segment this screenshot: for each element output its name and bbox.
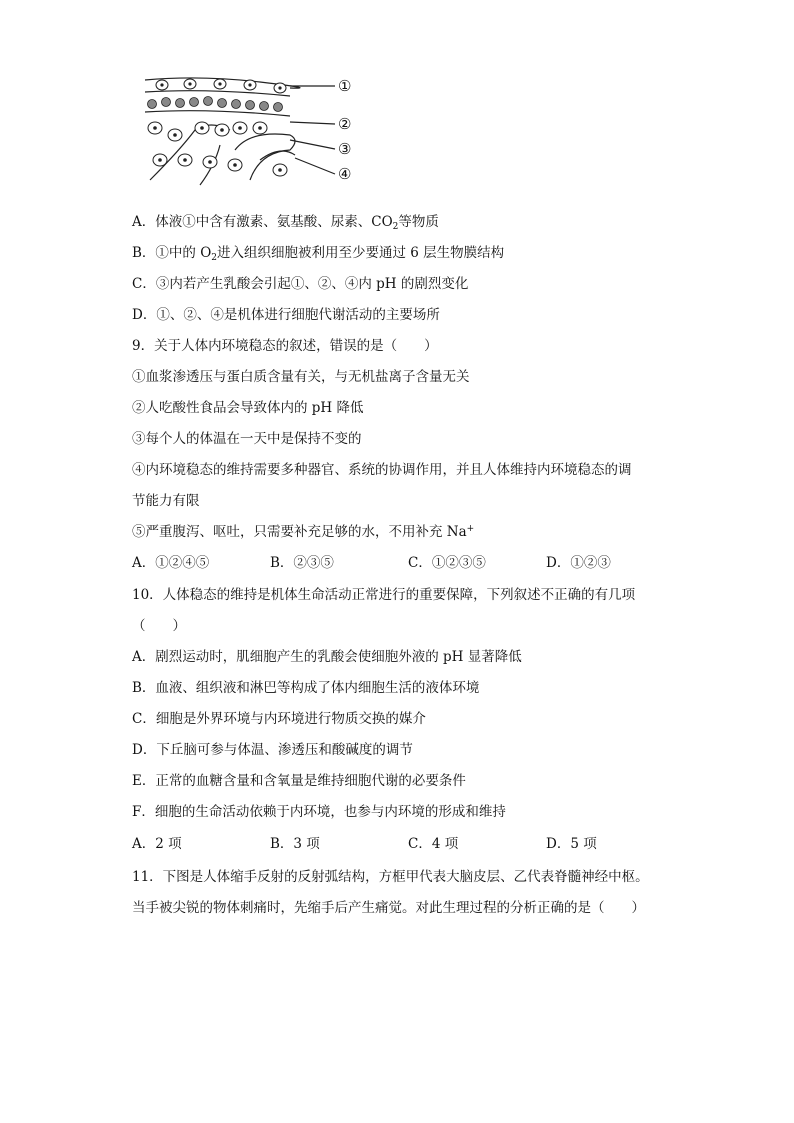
- q11-stem-cont: 当手被尖锐的物体刺痛时，先缩手后产生痛觉。对此生理过程的分析正确的是（ ）: [132, 900, 645, 916]
- diagram-label-2: ②: [338, 115, 352, 133]
- q10-stem-paren: （ ）: [132, 618, 186, 634]
- diagram-label-3: ③: [338, 140, 352, 158]
- q10-choice-c: C．4 项: [408, 836, 459, 852]
- diagram-label-4: ④: [338, 165, 352, 183]
- q10-option-a: A．剧烈运动时，肌细胞产生的乳酸会使细胞外液的 pH 显著降低: [132, 649, 522, 665]
- q9-choice-b: B．②③⑤: [270, 555, 334, 571]
- q9-stem: 9．关于人体内环境稳态的叙述，错误的是（ ）: [132, 338, 438, 354]
- q9-options: [132, 554, 692, 572]
- q10-stem: 10．人体稳态的维持是机体生命活动正常进行的重要保障，下列叙述不正确的有几项: [132, 587, 636, 603]
- diagram-label-1: ①: [338, 77, 352, 95]
- q8-option-c: C．③内若产生乳酸会引起①、②、④内 pH 的剧烈变化: [132, 276, 469, 292]
- q10-option-c: C．细胞是外界环境与内环境进行物质交换的媒介: [132, 711, 426, 727]
- q10-options: [132, 835, 692, 853]
- q9-choice-d: D．①②③: [546, 555, 611, 571]
- q10-choice-d: D．5 项: [546, 836, 597, 852]
- q10-option-e: E．正常的血糖含量和含氧量是维持细胞代谢的必要条件: [132, 773, 466, 789]
- q8-option-b: B．①中的 $O_2$进入组织细胞被利用至少要通过 6 层生物膜结构: [132, 245, 505, 263]
- q9-statement-4-cont: 节能力有限: [132, 493, 200, 509]
- q10-option-f: F．细胞的生命活动依赖于内环境，也参与内环境的形成和维持: [132, 804, 506, 820]
- q9-choice-c: C．①②③⑤: [408, 555, 486, 571]
- q8-option-a: A．体液①中含有激素、氨基酸、尿素、$CO_2$等物质: [132, 214, 439, 232]
- q10-option-d: D．下丘脑可参与体温、渗透压和酸碱度的调节: [132, 742, 413, 758]
- q9-statement-4: ④内环境稳态的维持需要多种器官、系统的协调作用，并且人体维持内环境稳态的调: [132, 462, 632, 478]
- q8-option-d: D．①、②、④是机体进行细胞代谢活动的主要场所: [132, 307, 440, 323]
- q10-choice-b: B．3 项: [270, 836, 320, 852]
- q10-option-b: B．血液、组织液和淋巴等构成了体内细胞生活的液体环境: [132, 680, 480, 696]
- body-fluid-diagram: [140, 70, 370, 195]
- q9-statement-5: ⑤严重腹泻、呕吐，只需要补充足够的水，不用补充 Na+: [132, 524, 475, 540]
- q9-statement-2: ②人吃酸性食品会导致体内的 pH 降低: [132, 400, 364, 416]
- q10-choice-a: A．2 项: [132, 836, 182, 852]
- q9-choice-a: A．①②④⑤: [132, 555, 210, 571]
- q9-statement-1: ①血浆渗透压与蛋白质含量有关，与无机盐离子含量无关: [132, 369, 470, 385]
- q11-stem: 11．下图是人体缩手反射的反射弧结构，方框甲代表大脑皮层、乙代表脊髓神经中枢。: [132, 869, 649, 885]
- q9-statement-3: ③每个人的体温在一天中是保持不变的: [132, 431, 362, 447]
